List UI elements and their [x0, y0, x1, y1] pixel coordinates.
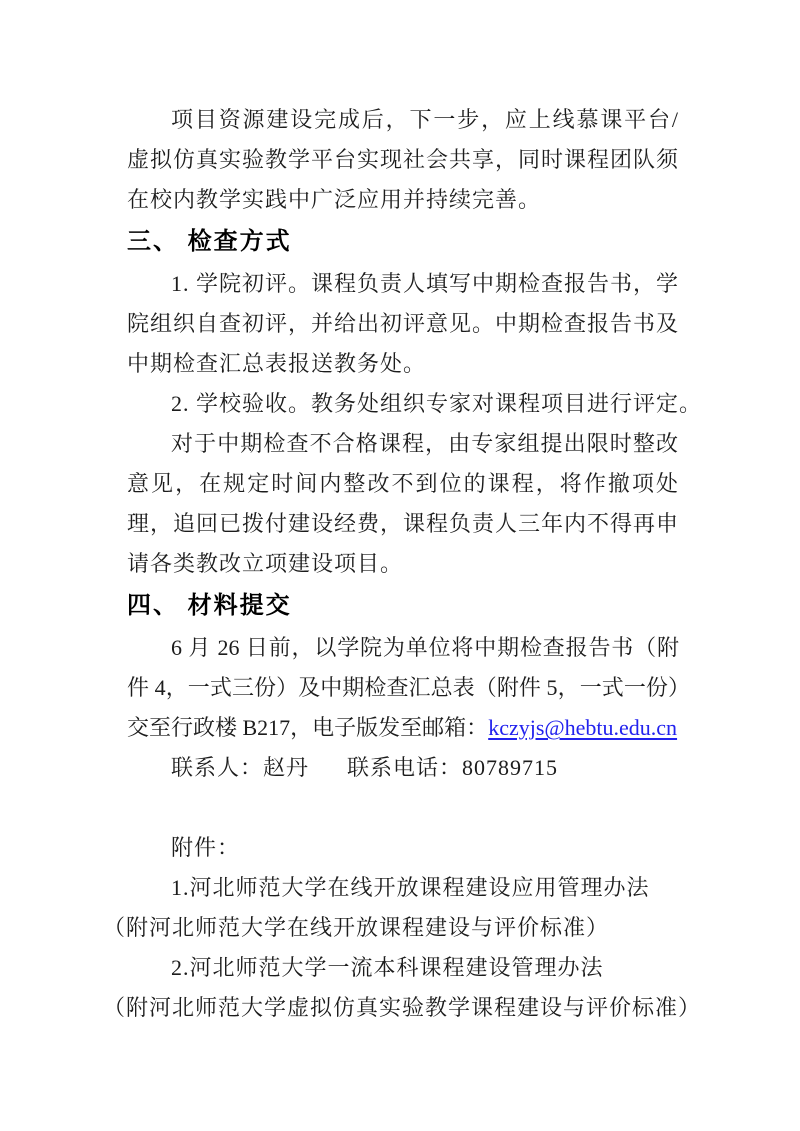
section3-para-rectification: 对于中期检查不合格课程，由专家组提出限时整改意见，在规定时间内整改不到位的课程，将作撤项处理，追回已拨付建设经费，课程负责人三年内不得再申请各类教改立项建设项目。: [127, 431, 680, 576]
attachment-item-1-note: （附河北师范大学在线开放课程建设与评价标准）: [103, 915, 610, 940]
attachment-item-1: 1.河北师范大学在线开放课程建设应用管理办法: [171, 875, 650, 900]
section3-heading: 三、 检查方式: [127, 228, 292, 255]
paragraph-intro: 项目资源建设完成后，下一步，应上线慕课平台/虚拟仿真实验教学平台实现社会共享，同时课程团队须在校内教学实践中广泛应用并持续完善。: [127, 107, 680, 212]
contact-person: 联系人：赵丹: [171, 755, 310, 780]
section3-para-college-review: 1. 学院初评。课程负责人填写中期检查报告书，学院组织自查初评，并给出初评意见。中期检查报告书及中期检查汇总表报送教务处。: [127, 271, 680, 376]
section4-heading: 四、 材料提交: [127, 592, 292, 619]
contact-line: [127, 748, 679, 788]
attachments-label: 附件：: [171, 835, 241, 860]
attachment-item-2-note: （附河北师范大学虚拟仿真实验教学课程建设与评价标准）: [103, 995, 702, 1020]
section4-para-submission: [127, 628, 679, 748]
section3-para-school-acceptance: 2. 学校验收。教务处组织专家对课程项目进行评定。: [171, 391, 703, 416]
document-content: [103, 100, 703, 1028]
email-link[interactable]: kczyjs@hebtu.edu.cn: [488, 715, 678, 740]
attachment-item-2: 2.河北师范大学一流本科课程建设管理办法: [171, 955, 604, 980]
submission-text: 6 月 26 日前，以学院为单位将中期检查报告书（附件 4，一式三份）及中期检查汇总表（附件 5，一式一份）交至行政楼 B217，电子版发至邮箱：: [127, 635, 679, 740]
contact-phone: 联系电话：80789715: [347, 755, 559, 780]
blank-line: [127, 788, 679, 828]
